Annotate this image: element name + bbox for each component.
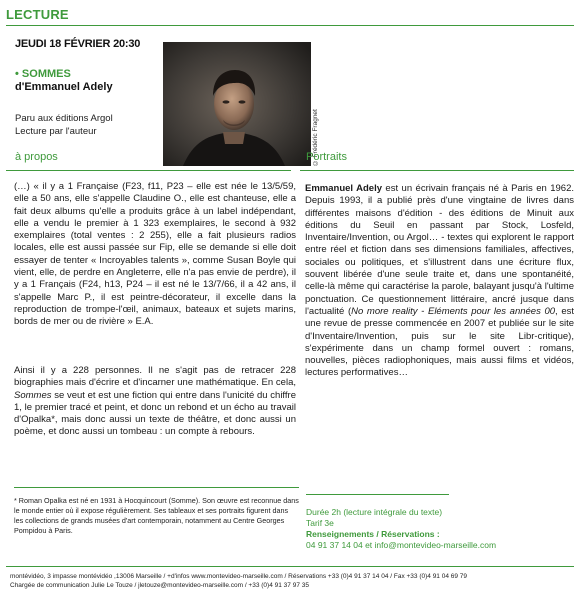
price: Tarif 3e bbox=[306, 518, 334, 528]
apropos-paragraph-1: (…) « il y a 1 Française (F23, f11, P23 – elle est née le 13/5/59, elle a 50 ans, elle s'appelle Claudine O., elle est chanteuse, elle a fait deux albums qu'elle a produits grâce à un label indépendant, elle a vendu le premier à 1 323 exemplaires, le second à 932 exemplaires (total ventes : 2 255), elle a fait plusieurs radios locales, elle est aussi passée sur Fip, elle se demande si elle doit essayer de tenter « Incroyables talents », comme Susan Boyle qui vient, elle, de perdre en Angleterre, elle n'a pas envie de perdre), il y a 1 Français (F24, h13, P24 – il est né le 13/7/66, il a 42 ans, il s'appelle Marc P., il est peintre-décorateur, il excelle dans la reproduction de trompe-l'œil, animaux, bateaux et sujets marins, bords de mer ou de rivière » E.A. bbox=[14, 181, 296, 328]
portraits-author-name: Emmanuel Adely bbox=[305, 183, 382, 194]
event-info bbox=[15, 112, 113, 138]
reading-line: Lecture par l'auteur bbox=[15, 126, 97, 137]
event-title bbox=[15, 68, 71, 80]
duration: Durée 2h (lecture intégrale du texte) bbox=[306, 507, 443, 517]
apropos-rule bbox=[6, 170, 291, 171]
portraits-rule bbox=[300, 170, 574, 171]
publisher-line: Paru aux éditions Argol bbox=[15, 113, 113, 124]
footer-line-1: montévidéo, 3 impasse montévidéo ,13006 Marseille / +d'infos www.montevideo-marseille.com / Réservations +33 (0)4 91 37 14 04 / Fax +33 (0)4 91 04 69 79 bbox=[10, 573, 468, 580]
bullet: • bbox=[15, 68, 19, 80]
event-date: JEUDI 18 FÉVRIER 20:30 bbox=[15, 38, 141, 50]
apropos-paragraph-2-start: Ainsi il y a 228 personnes. Il ne s'agit pas de retracer 228 biographies mais d'écrire et d'incarner une mathématique. En cela, bbox=[14, 365, 296, 389]
apropos-paragraph-2-title: Sommes bbox=[14, 389, 52, 401]
apropos-paragraph-2-end: se veut et est une fiction qui entre dans l'unicité du chiffre 1, le premier tracé et peint, et donc un rebond et un écho au travail d'Opalka*, mais donc aussi un texte de théâtre, et donc aussi un poème, et donc aussi un tombeau : un compte à rebours. bbox=[14, 389, 296, 438]
apropos-paragraph-2 bbox=[14, 365, 296, 439]
footer-line-2: Chargée de communication Julie Le Touze / jletouze@montevideo-marseille.com / +33 (0)4 91 37 97 35 bbox=[10, 582, 309, 589]
event-author: d'Emmanuel Adely bbox=[15, 81, 113, 93]
footnote-rule bbox=[14, 487, 299, 488]
portraits-text-part-2: , est une revue de presse commencée en 2007 et publiée sur le site d'Inventaire/Invention, puis sur le site Libr-critique), s'expérimente dans un champ formel ouvert : romans, nouvelles, pièces radiophoniques, mais aussi films et vidéos, lectures performatives… bbox=[305, 305, 575, 379]
footnote: * Roman Opalka est né en 1931 à Hocquincourt (Somme). Son œuvre est reconnue dans le monde entier où il expose régulièrement. Ses tableaux et ses portraits figurent dans les collections de grands musées d'art contemporain, notamment au Centre Georges Pompidou à Paris. bbox=[14, 496, 299, 535]
reservation-contact: 04 91 37 14 04 et info@montevideo-marseille.com bbox=[306, 540, 497, 550]
author-photo-image bbox=[163, 42, 311, 166]
portraits-text bbox=[305, 183, 574, 380]
apropos-heading: à propos bbox=[15, 151, 58, 163]
portraits-heading: Portraits bbox=[306, 151, 347, 163]
footer-rule bbox=[6, 566, 574, 567]
portraits-text-part-1: est un écrivain français né à Paris en 1962. Depuis 1993, il a publié près d'une vingtaine de livres dans différentes maisons d'édition - des éditions de Minuit aux éditions du Seuil en passant par Stock, Losfeld, Inventaire/Invention, ou Argol… - textes qui explorent le rapport entre réel et fiction dans ses dimensions familiales, affectives, sociales ou politiques, et s'illustrent dans une écriture flux, souvent libérée d'une seule traite et, dans une spontanéité, celle-là même qui caractérise la parole, balayant jusqu'à l'ultime ponctuation. Ce questionnement littéraire, ancré jusque dans l'actualité ( bbox=[305, 183, 574, 317]
practical-info bbox=[306, 507, 574, 551]
header-rule bbox=[6, 25, 574, 26]
author-photo bbox=[163, 42, 311, 166]
footer bbox=[10, 572, 574, 590]
portraits-review-title: No more reality - Eléments pour les années 00 bbox=[351, 305, 556, 317]
photo-credit: © Frédéric Fragnet bbox=[312, 109, 319, 166]
section-header: LECTURE bbox=[6, 7, 69, 22]
practical-rule bbox=[306, 494, 449, 495]
reservation-label: Renseignements / Réservations : bbox=[306, 529, 440, 539]
event-title-text: SOMMES bbox=[21, 68, 71, 80]
